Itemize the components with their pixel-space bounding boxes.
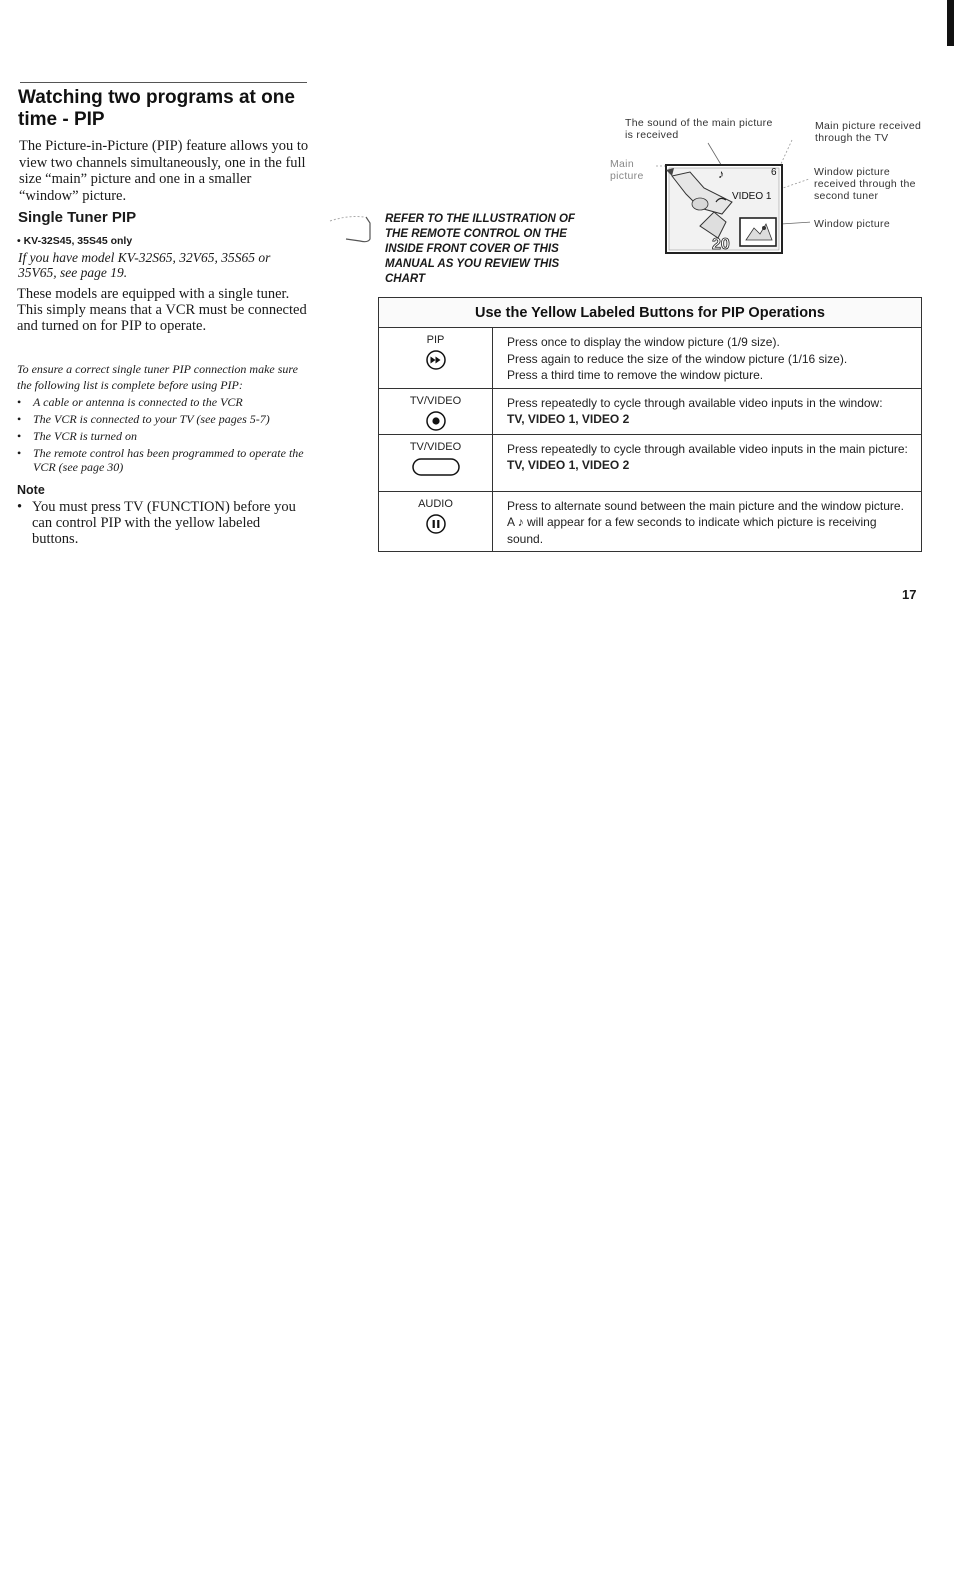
pip-operations-table <box>378 297 922 552</box>
description-line: Press to alternate sound between the main picture and the window picture. A ♪ will appear for a few seconds to indicate which picture is receiving sound. <box>507 498 904 546</box>
input-cycle-list: TV, VIDEO 1, VIDEO 2 <box>507 458 630 472</box>
button-cell <box>379 388 493 434</box>
page-edge-mark <box>947 0 954 46</box>
description-cell <box>493 328 922 389</box>
button-cell <box>379 491 493 552</box>
table-row <box>379 434 922 491</box>
page-number: 17 <box>902 587 917 602</box>
checklist-item: • A cable or antenna is connected to the VCR <box>17 395 317 409</box>
button-name: TV/VIDEO <box>409 440 462 453</box>
description-cell <box>493 388 922 434</box>
button-cell <box>379 434 493 491</box>
button-cell <box>379 328 493 389</box>
table-row <box>379 328 922 389</box>
oval-button-icon <box>410 456 462 478</box>
top-rule <box>20 82 307 83</box>
description-cell <box>493 491 922 552</box>
note-item: • You must press TV (FUNCTION) before you can control PIP with the yellow labeled buttons. <box>17 499 307 547</box>
models-line: • KV-32S45, 35S45 only <box>17 235 133 247</box>
button-name: TV/VIDEO <box>409 394 462 407</box>
table-row <box>379 491 922 552</box>
note-label: Note <box>17 483 45 497</box>
description-line: Press a third time to remove the window picture. <box>507 368 764 382</box>
callout-main-label: Main picture <box>610 158 644 182</box>
input-cycle-list: TV, VIDEO 1, VIDEO 2 <box>507 412 630 426</box>
model-note: If you have model KV-32S65, 32V65, 35S65 or 35V65, see page 19. <box>18 250 271 280</box>
table-header-cell <box>379 298 922 328</box>
table-row <box>379 388 922 434</box>
callout-sound: The sound of the main picture is received <box>625 117 773 141</box>
checklist-intro: To ensure a correct single tuner PIP connection make sure the following list is complete before using PIP: <box>17 362 298 392</box>
callout-main-received: Main picture received through the TV <box>815 120 922 144</box>
table-header-row <box>379 298 922 328</box>
refer-instruction: REFER TO THE ILLUSTRATION OF THE REMOTE CONTROL ON THE INSIDE FRONT COVER OF THIS MANUAL AS YOU REVIEW THIS CHART <box>385 213 575 285</box>
fast-forward-icon <box>425 349 447 371</box>
checklist-item: • The VCR is turned on <box>17 429 317 443</box>
callout-window: Window picture <box>814 218 890 230</box>
description-line: Press repeatedly to cycle through available video inputs in the window: <box>507 395 883 410</box>
description-line: Press once to display the window picture (1/9 size). <box>507 335 780 349</box>
screen-video-label: VIDEO 1 <box>732 191 772 202</box>
pause-icon <box>425 513 447 535</box>
screen-channel-main: 20 <box>712 236 730 253</box>
description-cell <box>493 434 922 491</box>
description-line: Press again to reduce the size of the window picture (1/16 size). <box>507 351 848 366</box>
description-line: Press repeatedly to cycle through available video inputs in the main picture: <box>507 441 908 456</box>
button-name: AUDIO <box>418 497 453 510</box>
note-list <box>17 499 307 547</box>
screen-channel-top: 6 <box>771 167 777 178</box>
single-tuner-heading: Single Tuner PIP <box>18 209 137 226</box>
intro-paragraph: The Picture-in-Picture (PIP) feature allows you to view two channels simultaneously, one in the full size “main” picture and one in a smaller “window” picture. <box>19 138 309 204</box>
note-icon: ♪ <box>718 167 724 181</box>
checklist <box>17 395 317 477</box>
table-header: Use the Yellow Labeled Buttons for PIP Operations <box>475 305 825 321</box>
checklist-item: • The VCR is connected to your TV (see pages 5-7) <box>17 412 317 426</box>
single-tuner-body: These models are equipped with a single tuner. This simply means that a VCR must be connected and turned on for PIP to operate. <box>17 286 307 334</box>
checklist-item: • The remote control has been programmed to operate the VCR (see page 30) <box>17 446 317 474</box>
record-dot-icon <box>425 410 447 432</box>
callout-window-received: Window picture received through the second tuner <box>814 166 916 202</box>
remote-illustration-icon <box>328 213 376 245</box>
button-name: PIP <box>426 334 445 346</box>
page-title: Watching two programs at one time - PIP <box>18 87 295 130</box>
